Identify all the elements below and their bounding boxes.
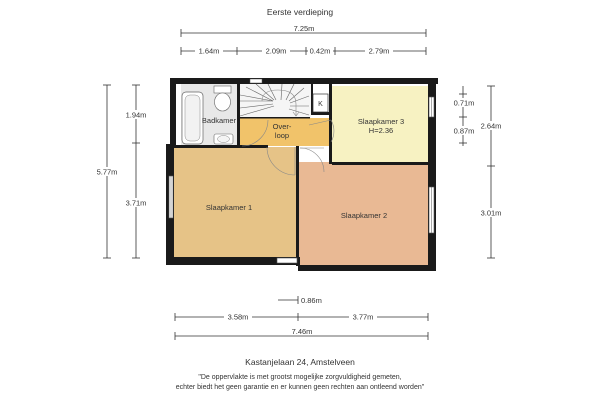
wall-bottom-right bbox=[298, 265, 436, 271]
window-bottom bbox=[277, 258, 297, 263]
left-total-dim-label: 5.77m bbox=[96, 167, 118, 177]
overloop-label-line2: loop bbox=[274, 131, 290, 140]
wall-closet-bottom bbox=[311, 112, 331, 115]
bottom-dim-1-label: 3.58m bbox=[227, 312, 249, 322]
slaapkamer-3-label: Slaapkamer 3 bbox=[357, 117, 405, 126]
window-top bbox=[250, 79, 262, 83]
wall-bedroom3-left bbox=[329, 84, 332, 164]
top-total-dim-label: 7.25m bbox=[293, 24, 315, 33]
left-dim-2-label: 3.71m bbox=[125, 198, 147, 208]
right-dim-3-label: 2.64m bbox=[480, 121, 502, 131]
floor-plan bbox=[166, 78, 438, 271]
slaapkamer-1-label: Slaapkamer 1 bbox=[205, 203, 253, 212]
wall-top bbox=[170, 78, 438, 84]
disclaimer-line-2: echter biedt het geen garantie en er kunnen geen rechten aan ontleend worden" bbox=[175, 384, 425, 391]
bottom-door-dim-label: 0.86m bbox=[301, 296, 322, 305]
wall-stair-bottom bbox=[240, 117, 310, 119]
right-dimensions bbox=[452, 86, 503, 258]
wall-bath-right bbox=[237, 84, 240, 146]
left-dimensions bbox=[96, 85, 148, 258]
wall-bedroom1-right bbox=[296, 146, 299, 266]
top-dimensions bbox=[181, 24, 426, 56]
wall-left-upper bbox=[170, 78, 176, 148]
slaapkamer-3-height: H=2.36 bbox=[368, 126, 394, 135]
slaapkamer-2-label: Slaapkamer 2 bbox=[340, 211, 388, 220]
page-title: Eerste verdieping bbox=[266, 7, 334, 17]
closet-label: K bbox=[318, 101, 323, 108]
wall-bedroom3-bottom bbox=[332, 162, 428, 165]
right-dim-1-label: 0.71m bbox=[453, 98, 475, 108]
wall-bath-bottom bbox=[174, 145, 268, 148]
top-dim-1-label: 1.64m bbox=[198, 46, 220, 56]
disclaimer-line-1: "De oppervlakte is met grootst mogelijke zorgvuldigheid gemeten, bbox=[198, 374, 402, 381]
toilet-icon bbox=[214, 86, 231, 93]
top-dim-3-label: 0.42m bbox=[309, 46, 331, 56]
address-label: Kastanjelaan 24, Amstelveen bbox=[245, 357, 355, 367]
top-dim-4-label: 2.79m bbox=[368, 46, 390, 56]
top-dim-2-label: 2.09m bbox=[265, 46, 287, 56]
right-dim-2-label: 0.87m bbox=[453, 126, 475, 136]
bottom-dimensions bbox=[175, 296, 428, 340]
bottom-dim-2-label: 3.77m bbox=[352, 312, 374, 322]
overloop-label-line1: Over- bbox=[272, 122, 292, 131]
slaapkamer-1-area bbox=[174, 147, 298, 257]
badkamer-label: Badkamer bbox=[201, 116, 237, 125]
bottom-total-dim-label: 7.46m bbox=[291, 327, 313, 336]
right-dim-4-label: 3.01m bbox=[480, 208, 502, 218]
left-dim-1-label: 1.94m bbox=[125, 110, 147, 120]
